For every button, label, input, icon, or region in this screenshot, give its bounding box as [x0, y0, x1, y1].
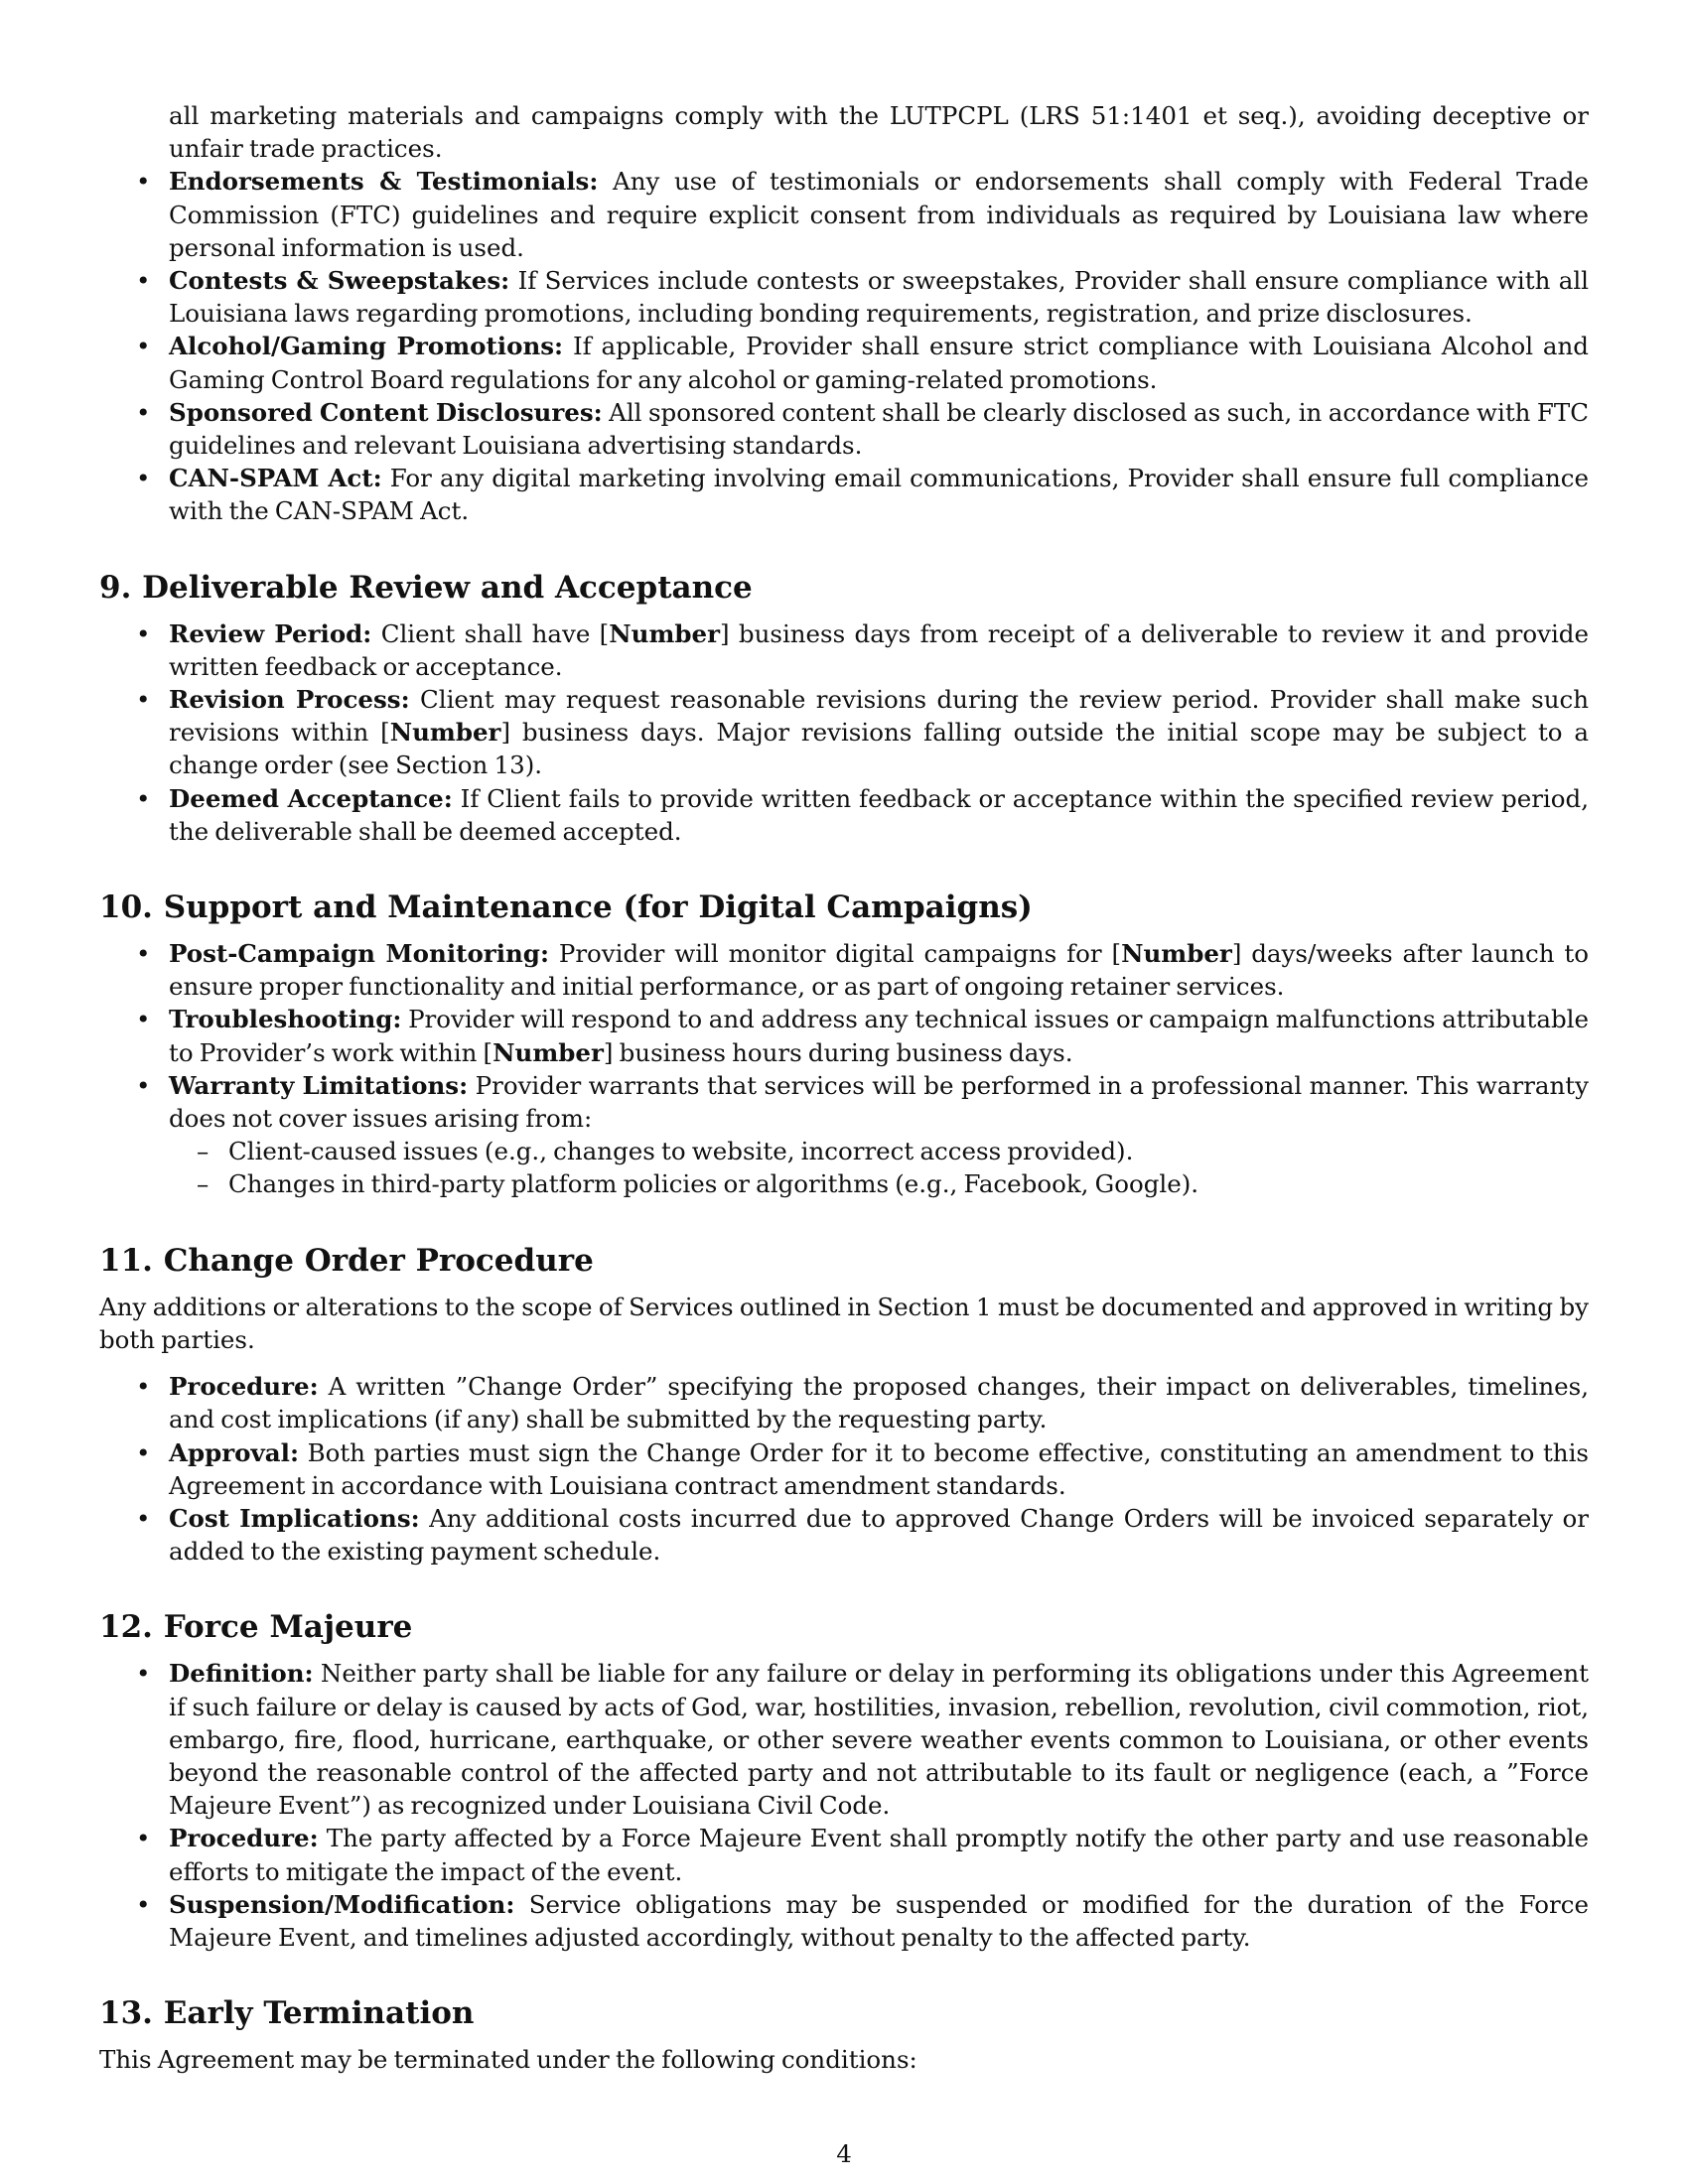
- list-item-sponsored-content: • Sponsored Content Disclosures: All sponsored content shall be clearly disclosed as such, in accordance with FTC guidelines and relevant Louisiana advertising standards.: [99, 396, 1589, 462]
- sub-item-third-party: – Changes in third-party platform policies or algorithms (e.g., Facebook, Google).: [169, 1167, 1589, 1200]
- list-item-deemed-acceptance: • Deemed Acceptance: If Client fails to provide written feedback or acceptance within the specified review period, the deliverable shall be deemed accepted.: [99, 782, 1589, 848]
- section-11-list: [99, 1370, 1589, 1568]
- list-item-review-period: • Review Period: Client shall have [Number] business days from receipt of a deliverable to review it and provide written feedback or acceptance.: [99, 617, 1589, 683]
- section-heading-13: 13. Early Termination: [99, 1995, 475, 2032]
- list-item-definition: • Definition: Neither party shall be liable for any failure or delay in performing its obligations under this Agreement if such failure or delay is caused by acts of God, war, hostilities, invasion, rebellion, revolution, civil commotion, riot, embargo, fire, flood, hurricane, earthquake, or other severe weather events common to Louisiana, or other events beyond the reasonable control of the affected party and not attributable to its fault or negligence (each, a ”Force Majeure Event”) as recognized under Louisiana Civil Code.: [99, 1657, 1589, 1822]
- list-item-contests: • Contests & Sweepstakes: If Services include contests or sweepstakes, Provider shall ensure compliance with all Louisiana laws regarding promotions, including bonding requirements, registration, and prize disclosures.: [99, 264, 1589, 330]
- document-page: [99, 99, 1589, 2076]
- section-heading-10: 10. Support and Maintenance (for Digital Campaigns): [99, 889, 1033, 926]
- warranty-sub-list: [169, 1135, 1589, 1200]
- list-item-suspension: • Suspension/Modification: Service obligations may be suspended or modified for the duration of the Force Majeure Event, and timelines adjusted accordingly, without penalty to the affected party.: [99, 1888, 1589, 1954]
- list-item-revision-process: • Revision Process: Client may request reasonable revisions during the review period. Provider shall make such revisions within [Number] business days. Major revisions falling outside the initial scope may be subject to a change order (see Section 13).: [99, 683, 1589, 782]
- list-item-procedure: • Procedure: A written ”Change Order” specifying the proposed changes, their impact on deliverables, timelines, and cost implications (if any) shall be submitted by the requesting party.: [99, 1370, 1589, 1435]
- list-item-alcohol-gaming: • Alcohol/Gaming Promotions: If applicable, Provider shall ensure strict compliance with Louisiana Alcohol and Gaming Control Board regulations for any alcohol or gaming-related promotions.: [99, 330, 1589, 395]
- list-item-approval: • Approval: Both parties must sign the Change Order for it to become effective, constituting an amendment to this Agreement in accordance with Louisiana contract amendment standards.: [99, 1436, 1589, 1502]
- section-heading-11: 11. Change Order Procedure: [99, 1242, 594, 1279]
- list-item-can-spam: • CAN-SPAM Act: For any digital marketing involving email communications, Provider shall ensure full compliance with the CAN-SPAM Act.: [99, 462, 1589, 527]
- list-item-troubleshooting: • Troubleshooting: Provider will respond to and address any technical issues or campaign malfunctions attributable to Provider’s work within [Number] business hours during business days.: [99, 1003, 1589, 1068]
- section-heading-12: 12. Force Majeure: [99, 1609, 413, 1646]
- list-item-cost-implications: • Cost Implications: Any additional costs incurred due to approved Change Orders will be invoiced separately or added to the existing payment schedule.: [99, 1502, 1589, 1568]
- list-item-warranty: • Warranty Limitations: Provider warrants that services will be performed in a professional manner. This warranty does not cover issues arising from: – Client-caused issues (e.g., changes to website, incorrect access provided). – Changes in third-party platform policies or algorithms (e.g., Facebook, Google).: [99, 1069, 1589, 1201]
- section-12-list: [99, 1657, 1589, 1954]
- section-13-intro: This Agreement may be terminated under the following conditions:: [99, 2045, 917, 2075]
- page-number: 4: [836, 2139, 852, 2168]
- compliance-list: [99, 99, 1589, 528]
- list-item-endorsements: • Endorsements & Testimonials: Any use of testimonials or endorsements shall comply with Federal Trade Commission (FTC) guidelines and require explicit consent from individuals as required by Louisiana law where personal information is used.: [99, 165, 1589, 264]
- section-9-list: [99, 617, 1589, 848]
- sub-item-client-caused: – Client-caused issues (e.g., changes to website, incorrect access provided).: [169, 1135, 1589, 1167]
- section-10-list: [99, 937, 1589, 1201]
- list-item-continuation: all marketing materials and campaigns comply with the LUTPCPL (LRS 51:1401 et seq.), avoiding deceptive or unfair trade practices.: [169, 101, 1589, 164]
- section-11-intro: Any additions or alterations to the scope of Services outlined in Section 1 must be documented and approved in writing by both parties.: [99, 1292, 1589, 1354]
- list-item-fm-procedure: • Procedure: The party affected by a Force Majeure Event shall promptly notify the other party and use reasonable efforts to mitigate the impact of the event.: [99, 1822, 1589, 1887]
- section-heading-9: 9. Deliverable Review and Acceptance: [99, 569, 753, 606]
- list-item-post-campaign: • Post-Campaign Monitoring: Provider will monitor digital campaigns for [Number] days/weeks after launch to ensure proper functionality and initial performance, or as part of ongoing retainer services.: [99, 937, 1589, 1003]
